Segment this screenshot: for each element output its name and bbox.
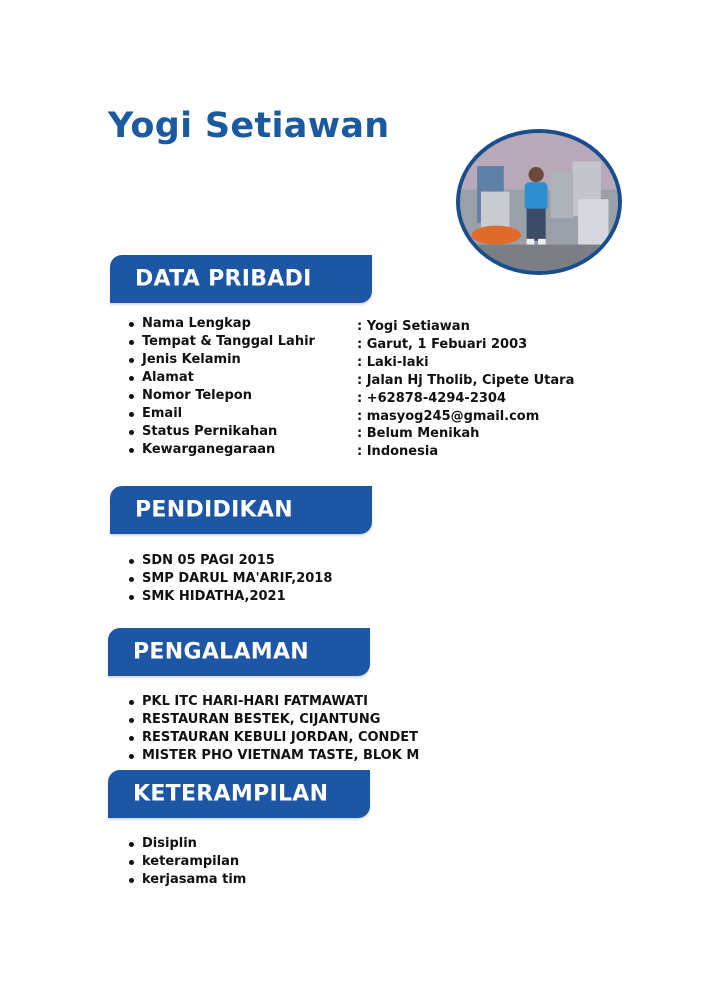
section-title-data-pribadi: DATA PRIBADI (135, 266, 312, 292)
list-item: PKL ITC HARI-HARI FATMAWATI (129, 693, 419, 711)
keterampilan-list (129, 835, 246, 889)
section-title-pengalaman: PENGALAMAN (133, 639, 310, 665)
list-item: SMP DARUL MA'ARIF,2018 (129, 570, 332, 588)
list-item: Kewarganegaraan (129, 441, 315, 459)
list-item: MISTER PHO VIETNAM TASTE, BLOK M (129, 747, 419, 765)
value-item: : Garut, 1 Febuari 2003 (357, 336, 528, 352)
data-pribadi-labels (129, 315, 315, 459)
list-item: Disiplin (129, 835, 246, 853)
section-banner-keterampilan (108, 770, 370, 818)
section-banner-data-pribadi (110, 255, 372, 303)
list-item: RESTAURAN BESTEK, CIJANTUNG (129, 711, 419, 729)
list-item: kerjasama tim (129, 871, 246, 889)
value-item: : Laki-laki (357, 354, 429, 370)
section-title-keterampilan: KETERAMPILAN (133, 781, 329, 807)
value-item: : Jalan Hj Tholib, Cipete Utara (357, 372, 575, 388)
list-item: Jenis Kelamin (129, 351, 315, 369)
list-item: Nomor Telepon (129, 387, 315, 405)
section-banner-pengalaman (108, 628, 370, 676)
section-banner-pendidikan (110, 486, 372, 534)
data-pribadi-values (357, 318, 574, 461)
profile-photo (456, 129, 622, 275)
value-item: : Belum Menikah (357, 426, 480, 442)
list-item: SDN 05 PAGI 2015 (129, 552, 332, 570)
list-item: Email (129, 405, 315, 423)
email-value: : masyog245@gmail.com (357, 408, 540, 424)
person-name: Yogi Setiawan (108, 106, 390, 146)
value-item: : Indonesia (357, 444, 439, 460)
list-item: RESTAURAN KEBULI JORDAN, CONDET (129, 729, 419, 747)
list-item: Tempat & Tanggal Lahir (129, 333, 315, 351)
pengalaman-list (129, 693, 419, 765)
list-item: SMK HIDATHA,2021 (129, 588, 332, 606)
section-title-pendidikan: PENDIDIKAN (135, 497, 293, 523)
value-item: : +62878-4294-2304 (357, 390, 506, 406)
list-item: keterampilan (129, 853, 246, 871)
svg-text:~ ~: ~ ~ (526, 143, 544, 154)
list-item: Alamat (129, 369, 315, 387)
pendidikan-list (129, 552, 332, 606)
list-item: Status Pernikahan (129, 423, 315, 441)
list-item: Nama Lengkap (129, 315, 315, 333)
value-item: : Yogi Setiawan (357, 319, 470, 334)
